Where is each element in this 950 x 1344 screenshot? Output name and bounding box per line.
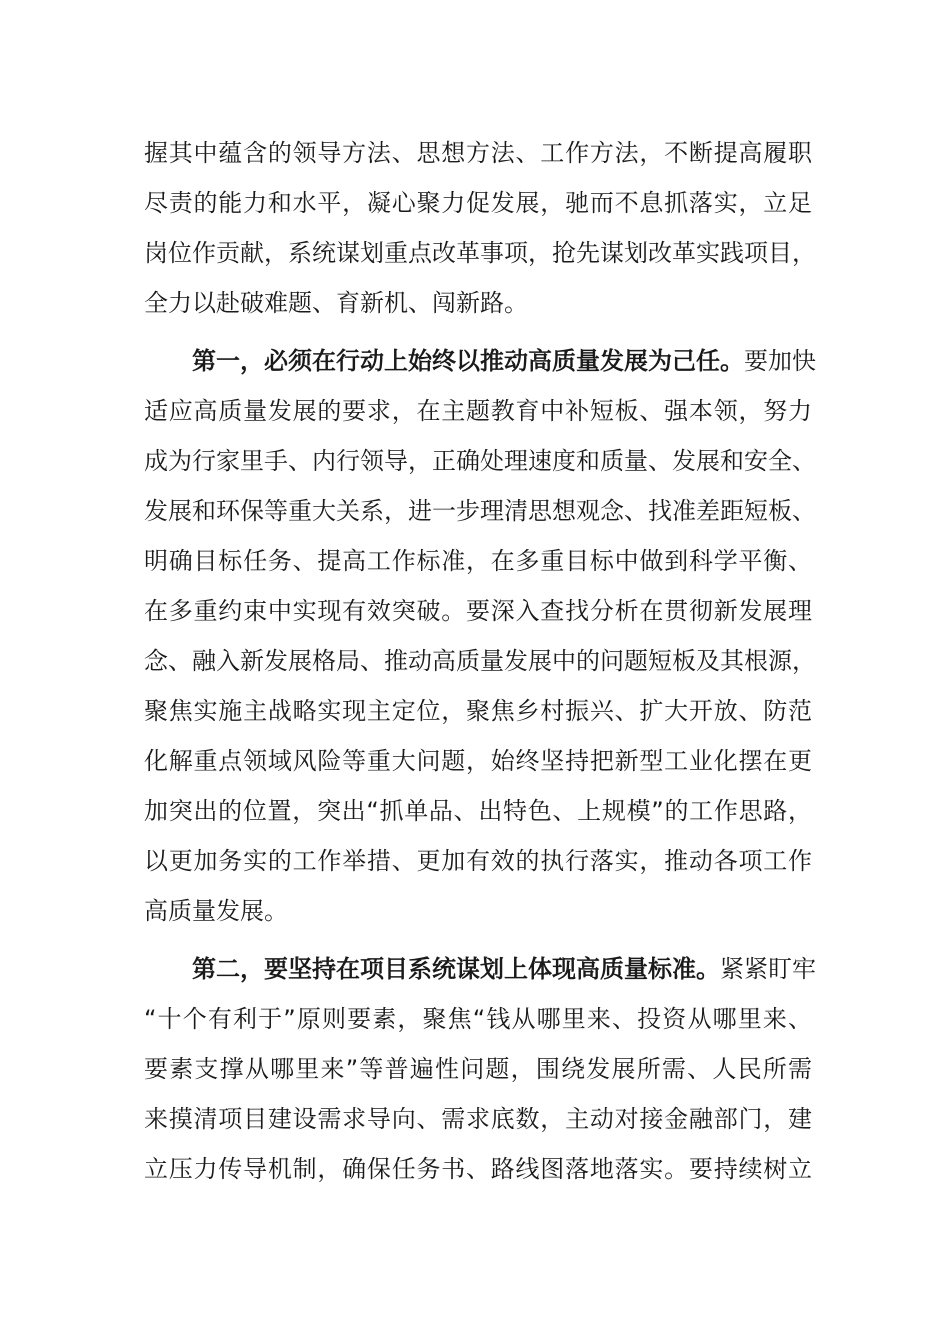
text-line: 念、融入新发展格局、推动高质量发展中的问题短板及其根源， [144,647,816,675]
paragraph-heading: 第二，要坚持在项目系统谋划上体现高质量标准。 [192,955,720,983]
text-line: 要素支撑从哪里来”等普遍性问题，围绕发展所需、人民所需 [144,1055,812,1083]
text-line: 岗位作贡献，系统谋划重点改革事项，抢先谋划改革实践项目， [144,239,816,267]
text-line: 成为行家里手、内行领导，正确处理速度和质量、发展和安全、 [144,447,816,475]
paragraph-first-line-rest: 要加快 [744,347,816,375]
text-line: 适应高质量发展的要求，在主题教育中补短板、强本领，努力 [144,397,812,425]
paragraph-heading: 第一，必须在行动上始终以推动高质量发展为己任。 [192,347,744,375]
text-line: 化解重点领域风险等重大问题，始终坚持把新型工业化摆在更 [144,747,812,775]
paragraph-intro [144,128,816,328]
document-body [144,128,816,1194]
text-line: 明确目标任务、提高工作标准，在多重目标中做到科学平衡、 [144,547,812,575]
text-line: 握其中蕴含的领导方法、思想方法、工作方法，不断提高履职 [144,139,812,167]
text-line: “十个有利于”原则要素，聚焦“钱从哪里来、投资从哪里来、 [144,1005,812,1033]
text-line: 加突出的位置，突出“抓单品、出特色、上规模”的工作思路， [144,797,812,825]
text-line: 立压力传导机制，确保任务书、路线图落地落实。要持续树立 [144,1155,812,1183]
text-line [144,336,816,386]
text-line [144,944,816,994]
text-line: 聚焦实施主战略实现主定位，聚焦乡村振兴、扩大开放、防范 [144,697,812,725]
text-line: 尽责的能力和水平，凝心聚力促发展，驰而不息抓落实，立足 [144,189,812,217]
text-line: 来摸清项目建设需求导向、需求底数，主动对接金融部门，建 [144,1105,812,1133]
text-line: 全力以赴破难题、育新机、闯新路。 [144,289,528,317]
paragraph-first [144,336,816,936]
text-line: 高质量发展。 [144,897,288,925]
text-line: 以更加务实的工作举措、更加有效的执行落实，推动各项工作 [144,847,812,875]
text-line: 发展和环保等重大关系，进一步理清思想观念、找准差距短板、 [144,497,816,525]
paragraph-gap [144,328,812,336]
paragraph-second [144,944,816,1194]
text-line: 在多重约束中实现有效突破。要深入查找分析在贯彻新发展理 [144,597,812,625]
paragraph-gap [144,936,812,944]
paragraph-first-line-rest: 紧紧盯牢 [720,955,816,983]
